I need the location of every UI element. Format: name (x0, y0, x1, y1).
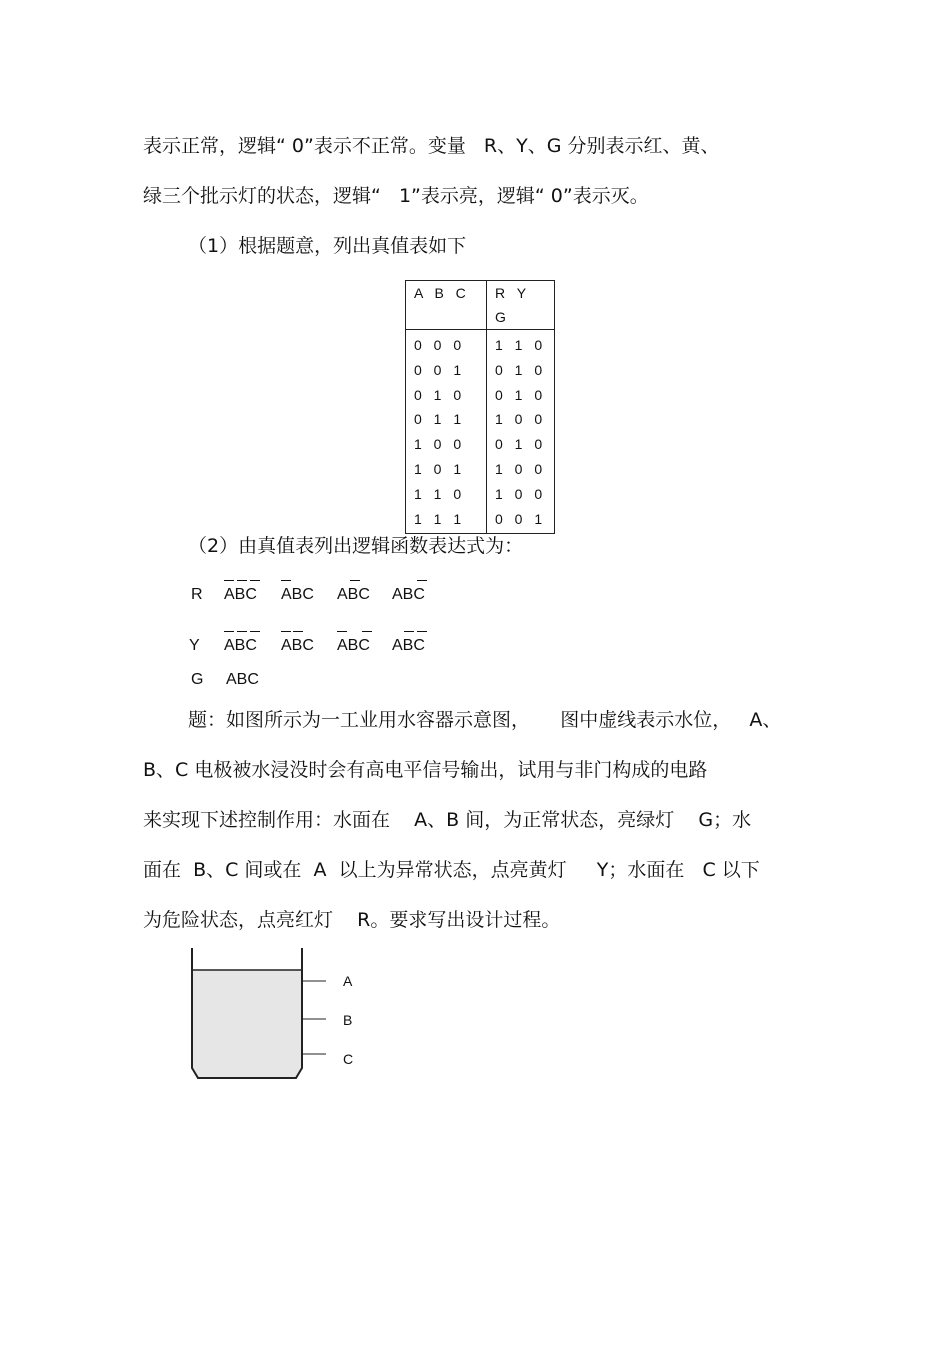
overbar (404, 631, 414, 632)
table-cell: 0 1 0 (495, 361, 547, 378)
overbar (293, 631, 303, 632)
overbar (250, 631, 260, 632)
paragraph-line-2: 绿三个批示灯的状态，逻辑“ 1”表示亮，逻辑“ 0”表示灭。 (143, 185, 649, 207)
table-cell: 0 1 0 (495, 436, 547, 453)
overbar (281, 631, 291, 632)
table-cell: 0 1 0 (414, 386, 466, 403)
overbar (337, 631, 347, 632)
truth-table (405, 280, 555, 534)
expression-term: ABC (281, 637, 314, 654)
problem-line-1: 题：如图所示为一工业用水容器示意图， 图中虚线表示水位， A、 (188, 709, 782, 731)
overbar (281, 580, 291, 581)
table-cell: 0 1 0 (495, 386, 547, 403)
overbar (224, 631, 234, 632)
table-cell: 1 0 0 (414, 436, 466, 453)
problem-line-5: 为危险状态，点亮红灯 R。要求写出设计过程。 (143, 909, 561, 931)
table-cell: 0 0 1 (495, 510, 547, 527)
expression-term: ABC (337, 637, 370, 654)
overbar (417, 580, 427, 581)
table-inputs-column (406, 330, 487, 534)
expression-term: ABC (224, 637, 257, 654)
table-cell: 1 1 0 (414, 485, 466, 502)
table-cell: 0 0 0 (414, 337, 466, 353)
overbar (417, 631, 427, 632)
step-2-heading: （2）由真值表列出逻辑函数表达式为： (188, 535, 524, 557)
electrode-b-label: B (343, 1012, 353, 1028)
table-cell: 1 1 0 (495, 337, 547, 353)
expression-g-label: G (191, 671, 204, 688)
step-1-heading: （1）根据题意，列出真值表如下 (188, 235, 467, 257)
expression-term: ABC (392, 586, 425, 603)
overbar (362, 631, 372, 632)
water-tank-diagram (180, 940, 380, 1090)
overbar (237, 631, 247, 632)
table-cell: 1 1 1 (414, 510, 466, 527)
table-outputs-column (487, 330, 555, 534)
expression-term: ABC (392, 637, 425, 654)
overbar (237, 580, 247, 581)
table-cell: 1 0 0 (495, 411, 547, 428)
paragraph-line-1: 表示正常，逻辑“ 0”表示不正常。变量 R、Y、G 分别表示红、黄、 (143, 135, 720, 157)
table-cell: 1 0 1 (414, 460, 466, 477)
table-cell: 1 0 0 (495, 485, 547, 502)
overbar (350, 580, 360, 581)
overbar (250, 580, 260, 581)
electrode-a-label: A (343, 973, 353, 989)
table-cell: 0 1 1 (414, 411, 466, 428)
table-cell: 1 0 0 (495, 460, 547, 477)
problem-line-2: B、C 电极被水浸没时会有高电平信号输出，试用与非门构成的电路 (143, 759, 708, 781)
table-header-inputs: A B C (406, 281, 487, 330)
table-cell: 0 0 1 (414, 361, 466, 378)
expression-r-label: R (191, 586, 203, 603)
overbar (224, 580, 234, 581)
expression-term: ABC (226, 671, 259, 688)
problem-line-3: 来实现下述控制作用：水面在 A、B 间，为正常状态，亮绿灯 G；水 (143, 809, 752, 831)
expression-term: ABC (224, 586, 257, 603)
expression-y-label: Y (189, 637, 200, 654)
problem-line-4: 面在 B、C 间或在 A 以上为异常状态，点亮黄灯 Y；水面在 C 以下 (143, 859, 760, 881)
table-header-outputs: R Y G (487, 281, 555, 330)
water-fill (192, 970, 302, 1078)
expression-term: ABC (281, 586, 314, 603)
electrode-c-label: C (343, 1051, 354, 1067)
expression-term: ABC (337, 586, 370, 603)
